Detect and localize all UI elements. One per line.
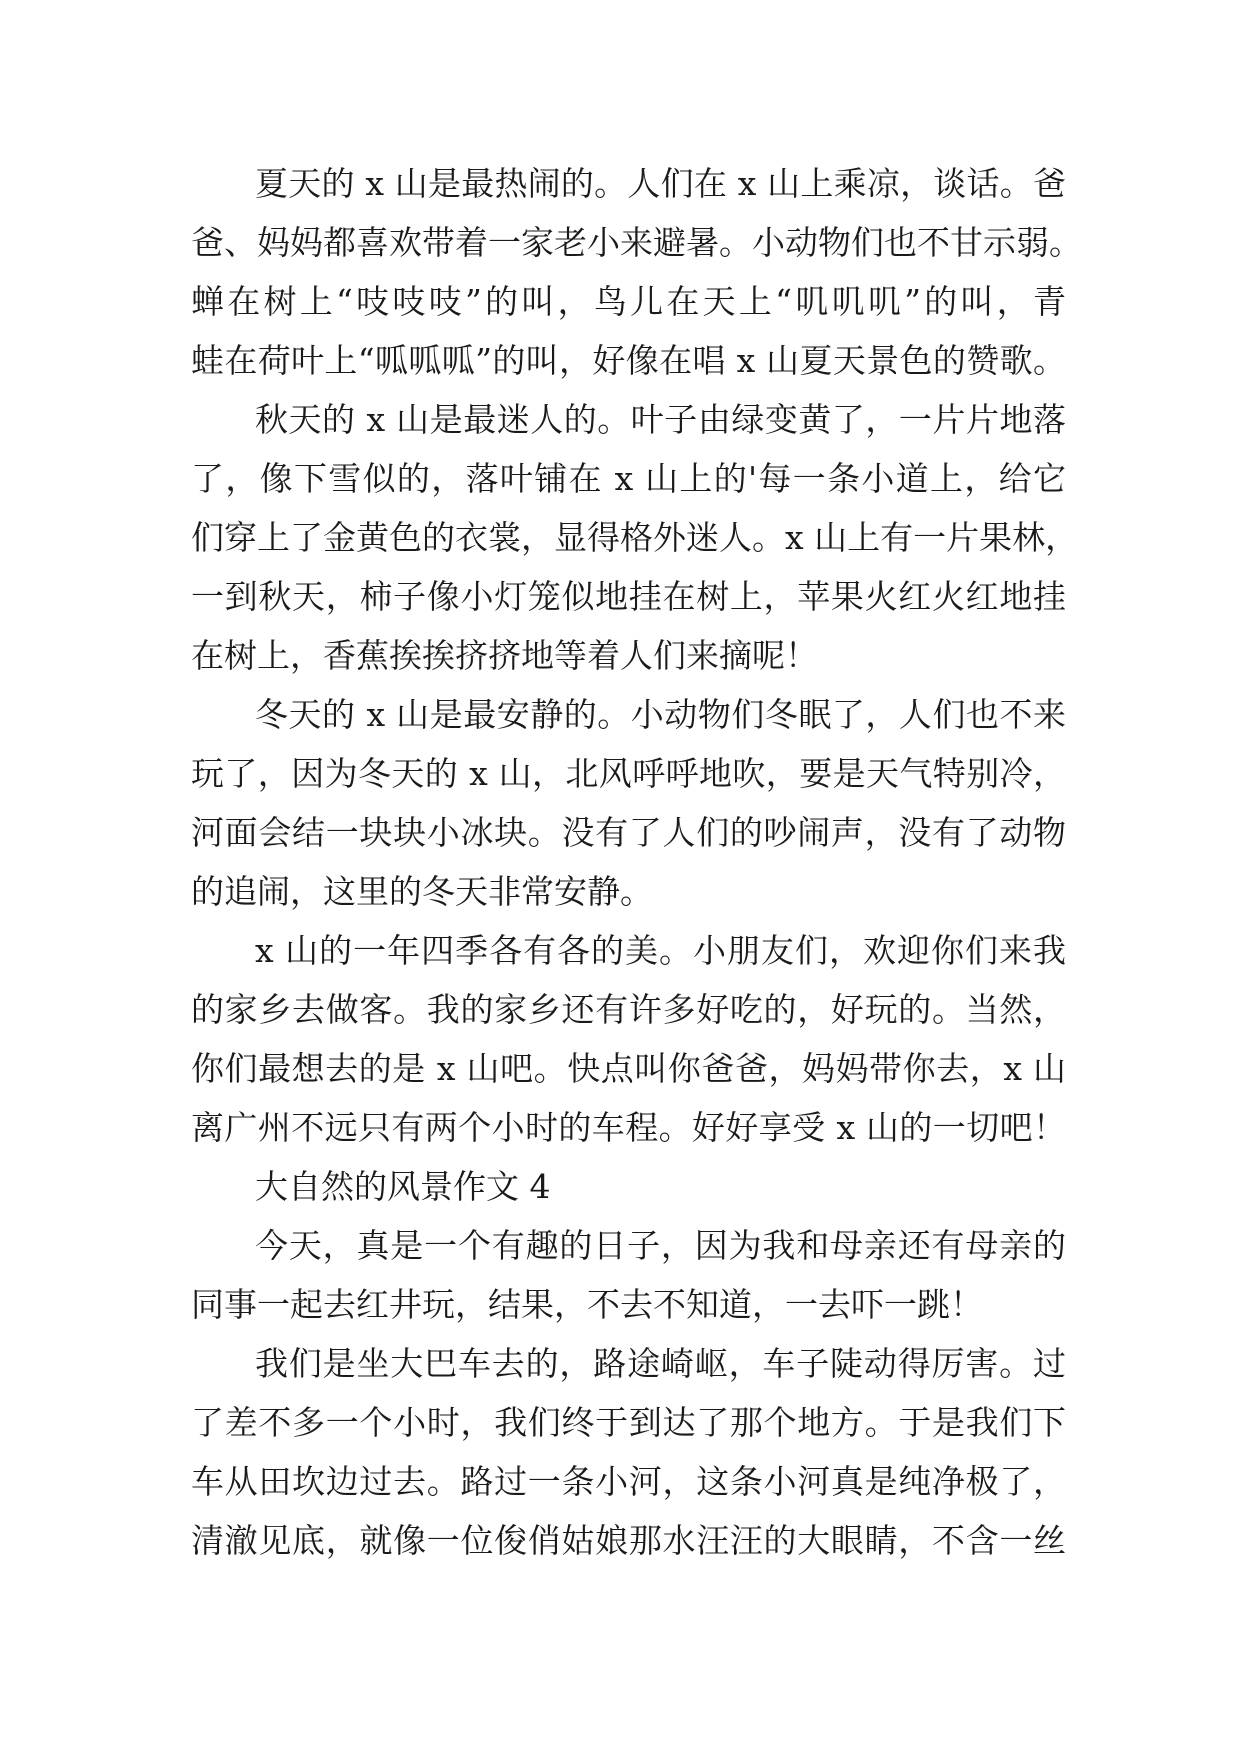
paragraph-line: x 山的一年四季各有各的美。小朋友们，欢迎你们来我 [255,931,1066,970]
document-body [191,154,1082,1570]
paragraph-line: 冬天的 x 山是最安静的。小动物们冬眠了，人们也不来 [255,695,1066,734]
paragraph-line: 秋天的 x 山是最迷人的。叶子由绿变黄了，一片片地落 [255,400,1066,439]
paragraph-line: 你们最想去的是 x 山吧。快点叫你爸爸，妈妈带你去，x 山 [191,1049,1066,1088]
section-heading [191,1157,1066,1216]
paragraph-line: 在树上，香蕉挨挨挤挤地等着人们来摘呢！ [191,636,818,675]
paragraph-line: 了差不多一个小时，我们终于到达了那个地方。于是我们下 [191,1403,1066,1442]
paragraph-line: 车从田坎边过去。路过一条小河，这条小河真是纯净极了， [191,1462,1066,1501]
paragraph-line: 今天，真是一个有趣的日子，因为我和母亲还有母亲的 [255,1226,1066,1265]
paragraph-four-seasons [191,921,1066,1157]
paragraph-trip [191,1334,1066,1570]
paragraph-line: 一到秋天，柿子像小灯笼似地挂在树上，苹果火红火红地挂 [191,577,1066,616]
paragraph-line: 的家乡去做客。我的家乡还有许多好吃的，好玩的。当然， [191,990,1066,1029]
paragraph-line: 玩了，因为冬天的 x 山，北风呼呼地吹，要是天气特别冷， [191,754,1066,793]
paragraph-autumn [191,390,1079,685]
paragraph-line: 爸、妈妈都喜欢带着一家老小来避暑。小动物们也不甘示弱。 [191,223,1082,262]
paragraph-line: 们穿上了金黄色的衣裳，显得格外迷人。x 山上有一片果林， [191,518,1079,557]
paragraph-line: 了，像下雪似的，落叶铺在 x 山上的'每一条小道上，给它 [191,459,1066,498]
paragraph-line: 同事一起去红井玩，结果，不去不知道，一去吓一跳！ [191,1285,983,1324]
paragraph-line: 蛙在荷叶上“呱呱呱”的叫，好像在唱 x 山夏天景色的赞歌。 [191,341,1066,380]
paragraph-line: 河面会结一块块小冰块。没有了人们的吵闹声，没有了动物 [191,813,1066,852]
paragraph-line: 离广州不远只有两个小时的车程。好好享受 x 山的一切吧！ [191,1108,1066,1147]
paragraph-winter [191,685,1066,921]
paragraph-line: 清澈见底，就像一位俊俏姑娘那水汪汪的大眼睛，不含一丝 [191,1521,1066,1560]
paragraph-summer [191,154,1082,390]
paragraph-line: 夏天的 x 山是最热闹的。人们在 x 山上乘凉，谈话。爸 [255,164,1066,203]
paragraph-line: 蝉在树上“吱吱吱”的叫，鸟儿在天上“叽叽叽”的叫，青 [191,282,1066,321]
paragraph-line: 我们是坐大巴车去的，路途崎岖，车子陡动得厉害。过 [255,1344,1066,1383]
paragraph-line: 的追闹，这里的冬天非常安静。 [191,872,653,911]
paragraph-intro [191,1216,1066,1334]
heading-line: 大自然的风景作文 4 [255,1167,551,1206]
